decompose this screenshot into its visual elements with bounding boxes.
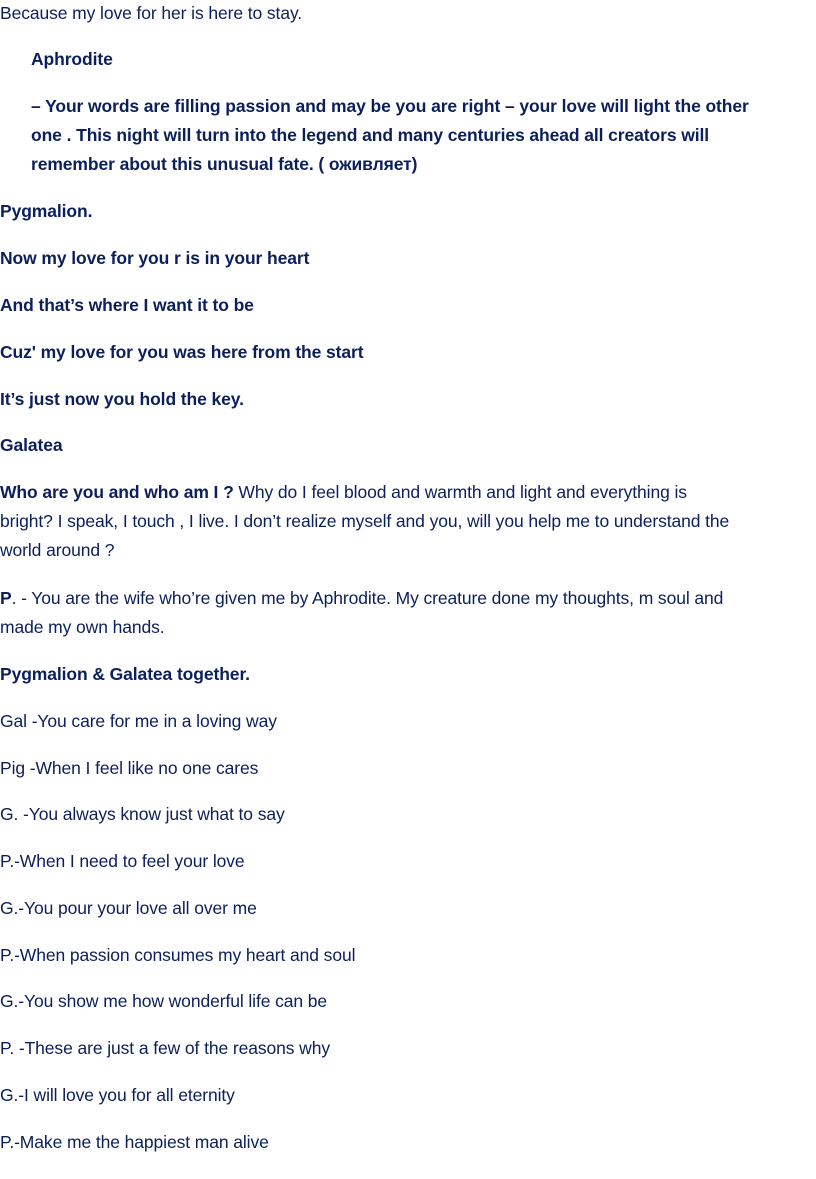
- lyric-line: Now my love for you r is in your heart: [0, 248, 310, 268]
- dialogue-line: Gal -You care for me in a loving way: [0, 711, 277, 731]
- text-run: . - You are the wife who’re given me by Aphrodite. My creature done my thoughts, m soul and: [11, 588, 724, 608]
- speaker-name: Aphrodite: [31, 49, 113, 69]
- speaker-name: Pygmalion & Galatea together.: [0, 664, 250, 684]
- text-line: made my own hands.: [0, 617, 165, 637]
- dialogue-line: P. -These are just a few of the reasons why: [0, 1038, 330, 1058]
- text-line: remember about this unusual fate. ( оживляет): [31, 154, 418, 174]
- dialogue-line: G.-You show me how wonderful life can be: [0, 991, 328, 1011]
- text-line: one . This night will turn into the legend and many centuries ahead all creators will: [31, 125, 710, 145]
- dialogue-line: P.-Make me the happiest man alive: [0, 1132, 269, 1152]
- text-line: bright? I speak, I touch , I live. I don’t realize myself and you, will you help me to understand the: [0, 511, 730, 531]
- dialogue-line: P.-When passion consumes my heart and soul: [0, 945, 356, 965]
- text-line: – Your words are filling passion and may be you are right – your love will light the other: [31, 96, 749, 116]
- dialogue-line: G. -You always know just what to say: [0, 804, 285, 824]
- lyric-line: Cuz' my love for you was here from the start: [0, 342, 364, 362]
- lyric-line: And that’s where I want it to be: [0, 295, 254, 315]
- dialogue-line: G.-You pour your love all over me: [0, 898, 257, 918]
- lyric-line: It’s just now you hold the key.: [0, 389, 244, 409]
- dialogue-line: G.-I will love you for all eternity: [0, 1085, 235, 1105]
- text-line: world around ?: [0, 540, 115, 560]
- text-run: Why do I feel blood and warmth and light and everything is: [233, 482, 687, 502]
- dialogue-line: P.-When I need to feel your love: [0, 851, 245, 871]
- speaker-name: Galatea: [0, 435, 63, 455]
- text-line: [0, 584, 723, 613]
- speaker-name: Pygmalion.: [0, 201, 93, 221]
- question-text: Who are you and who am I ?: [0, 482, 234, 502]
- text-line: [0, 478, 687, 507]
- text-line: Because my love for her is here to stay.: [0, 3, 303, 23]
- dialogue-line: Pig -When I feel like no one cares: [0, 758, 259, 778]
- speaker-initial: P: [0, 588, 12, 608]
